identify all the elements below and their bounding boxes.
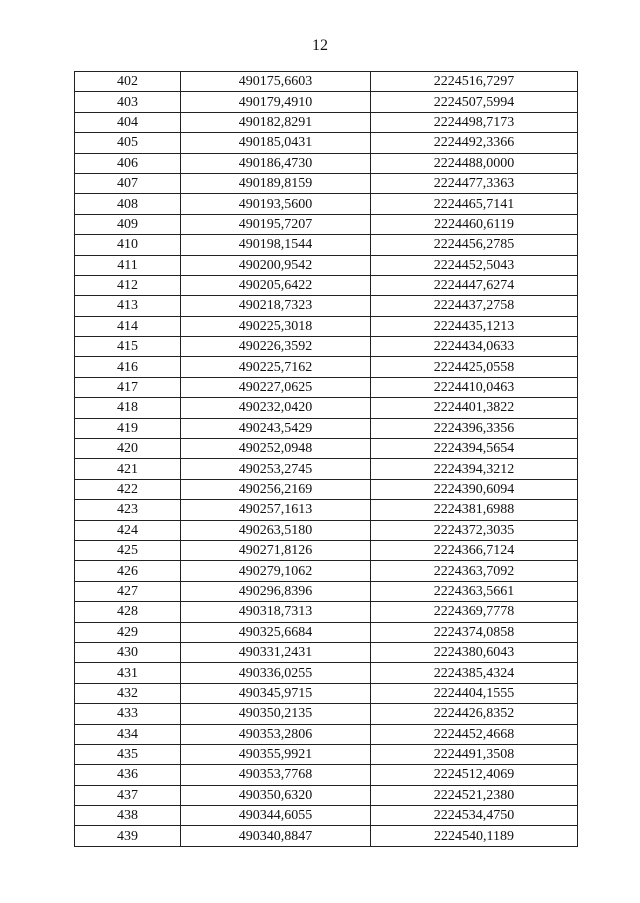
y-coordinate-cell: 2224488,0000 <box>371 153 578 173</box>
table-row <box>75 72 578 92</box>
table-row <box>75 602 578 622</box>
x-coordinate-cell: 490345,9715 <box>181 683 371 703</box>
x-coordinate-cell: 490355,9921 <box>181 744 371 764</box>
table-row <box>75 357 578 377</box>
x-coordinate-cell: 490227,0625 <box>181 377 371 397</box>
point-number-cell: 433 <box>75 704 181 724</box>
x-coordinate-cell: 490271,8126 <box>181 540 371 560</box>
table-row <box>75 112 578 132</box>
table-row <box>75 92 578 112</box>
y-coordinate-cell: 2224452,5043 <box>371 255 578 275</box>
point-number-cell: 437 <box>75 785 181 805</box>
y-coordinate-cell: 2224447,6274 <box>371 275 578 295</box>
point-number-cell: 410 <box>75 235 181 255</box>
point-number-cell: 416 <box>75 357 181 377</box>
x-coordinate-cell: 490182,8291 <box>181 112 371 132</box>
y-coordinate-cell: 2224374,0858 <box>371 622 578 642</box>
y-coordinate-cell: 2224465,7141 <box>371 194 578 214</box>
x-coordinate-cell: 490257,1613 <box>181 500 371 520</box>
x-coordinate-cell: 490205,6422 <box>181 275 371 295</box>
page-number: 12 <box>312 37 328 54</box>
table-row <box>75 704 578 724</box>
y-coordinate-cell: 2224396,3356 <box>371 418 578 438</box>
table-row <box>75 683 578 703</box>
x-coordinate-cell: 490226,3592 <box>181 337 371 357</box>
y-coordinate-cell: 2224380,6043 <box>371 642 578 662</box>
x-coordinate-cell: 490253,2745 <box>181 459 371 479</box>
point-number-cell: 415 <box>75 337 181 357</box>
point-number-cell: 403 <box>75 92 181 112</box>
y-coordinate-cell: 2224477,3363 <box>371 173 578 193</box>
point-number-cell: 432 <box>75 683 181 703</box>
table-row <box>75 806 578 826</box>
table-row <box>75 520 578 540</box>
y-coordinate-cell: 2224381,6988 <box>371 500 578 520</box>
x-coordinate-cell: 490175,6603 <box>181 72 371 92</box>
x-coordinate-cell: 490200,9542 <box>181 255 371 275</box>
x-coordinate-cell: 490353,7768 <box>181 765 371 785</box>
x-coordinate-cell: 490318,7313 <box>181 602 371 622</box>
table-row <box>75 173 578 193</box>
y-coordinate-cell: 2224512,4069 <box>371 765 578 785</box>
table-row <box>75 540 578 560</box>
x-coordinate-cell: 490193,5600 <box>181 194 371 214</box>
table-row <box>75 296 578 316</box>
table-row <box>75 826 578 846</box>
y-coordinate-cell: 2224540,1189 <box>371 826 578 846</box>
point-number-cell: 438 <box>75 806 181 826</box>
coordinates-table <box>74 71 578 847</box>
y-coordinate-cell: 2224460,6119 <box>371 214 578 234</box>
table-row <box>75 214 578 234</box>
y-coordinate-cell: 2224410,0463 <box>371 377 578 397</box>
x-coordinate-cell: 490340,8847 <box>181 826 371 846</box>
x-coordinate-cell: 490263,5180 <box>181 520 371 540</box>
x-coordinate-cell: 490179,4910 <box>181 92 371 112</box>
y-coordinate-cell: 2224498,7173 <box>371 112 578 132</box>
y-coordinate-cell: 2224534,4750 <box>371 806 578 826</box>
point-number-cell: 426 <box>75 561 181 581</box>
table-row <box>75 663 578 683</box>
point-number-cell: 421 <box>75 459 181 479</box>
x-coordinate-cell: 490325,6684 <box>181 622 371 642</box>
point-number-cell: 406 <box>75 153 181 173</box>
y-coordinate-cell: 2224394,5654 <box>371 439 578 459</box>
point-number-cell: 423 <box>75 500 181 520</box>
point-number-cell: 435 <box>75 744 181 764</box>
point-number-cell: 414 <box>75 316 181 336</box>
y-coordinate-cell: 2224366,7124 <box>371 540 578 560</box>
table-row <box>75 153 578 173</box>
x-coordinate-cell: 490198,1544 <box>181 235 371 255</box>
x-coordinate-cell: 490336,0255 <box>181 663 371 683</box>
point-number-cell: 425 <box>75 540 181 560</box>
y-coordinate-cell: 2224363,5661 <box>371 581 578 601</box>
y-coordinate-cell: 2224492,3366 <box>371 133 578 153</box>
point-number-cell: 428 <box>75 602 181 622</box>
y-coordinate-cell: 2224372,3035 <box>371 520 578 540</box>
point-number-cell: 411 <box>75 255 181 275</box>
table-row <box>75 235 578 255</box>
table-row <box>75 398 578 418</box>
point-number-cell: 422 <box>75 479 181 499</box>
point-number-cell: 412 <box>75 275 181 295</box>
point-number-cell: 404 <box>75 112 181 132</box>
x-coordinate-cell: 490218,7323 <box>181 296 371 316</box>
point-number-cell: 420 <box>75 439 181 459</box>
y-coordinate-cell: 2224507,5994 <box>371 92 578 112</box>
point-number-cell: 439 <box>75 826 181 846</box>
y-coordinate-cell: 2224456,2785 <box>371 235 578 255</box>
table-row <box>75 581 578 601</box>
table-row <box>75 377 578 397</box>
table-row <box>75 316 578 336</box>
table-row <box>75 275 578 295</box>
point-number-cell: 402 <box>75 72 181 92</box>
x-coordinate-cell: 490185,0431 <box>181 133 371 153</box>
point-number-cell: 427 <box>75 581 181 601</box>
x-coordinate-cell: 490225,7162 <box>181 357 371 377</box>
table-row <box>75 133 578 153</box>
y-coordinate-cell: 2224404,1555 <box>371 683 578 703</box>
y-coordinate-cell: 2224369,7778 <box>371 602 578 622</box>
x-coordinate-cell: 490279,1062 <box>181 561 371 581</box>
y-coordinate-cell: 2224385,4324 <box>371 663 578 683</box>
y-coordinate-cell: 2224425,0558 <box>371 357 578 377</box>
y-coordinate-cell: 2224437,2758 <box>371 296 578 316</box>
table-row <box>75 500 578 520</box>
x-coordinate-cell: 490243,5429 <box>181 418 371 438</box>
x-coordinate-cell: 490225,3018 <box>181 316 371 336</box>
y-coordinate-cell: 2224394,3212 <box>371 459 578 479</box>
x-coordinate-cell: 490296,8396 <box>181 581 371 601</box>
x-coordinate-cell: 490256,2169 <box>181 479 371 499</box>
point-number-cell: 436 <box>75 765 181 785</box>
y-coordinate-cell: 2224426,8352 <box>371 704 578 724</box>
y-coordinate-cell: 2224390,6094 <box>371 479 578 499</box>
table-row <box>75 194 578 214</box>
y-coordinate-cell: 2224401,3822 <box>371 398 578 418</box>
point-number-cell: 409 <box>75 214 181 234</box>
table-row <box>75 255 578 275</box>
x-coordinate-cell: 490252,0948 <box>181 439 371 459</box>
point-number-cell: 431 <box>75 663 181 683</box>
y-coordinate-cell: 2224435,1213 <box>371 316 578 336</box>
point-number-cell: 430 <box>75 642 181 662</box>
table-row <box>75 439 578 459</box>
y-coordinate-cell: 2224434,0633 <box>371 337 578 357</box>
table-row <box>75 337 578 357</box>
point-number-cell: 434 <box>75 724 181 744</box>
table-row <box>75 459 578 479</box>
table-row <box>75 724 578 744</box>
x-coordinate-cell: 490189,8159 <box>181 173 371 193</box>
y-coordinate-cell: 2224521,2380 <box>371 785 578 805</box>
table-row <box>75 744 578 764</box>
table-row <box>75 642 578 662</box>
x-coordinate-cell: 490350,6320 <box>181 785 371 805</box>
point-number-cell: 413 <box>75 296 181 316</box>
coordinates-table-body <box>75 72 578 847</box>
table-row <box>75 622 578 642</box>
point-number-cell: 408 <box>75 194 181 214</box>
x-coordinate-cell: 490232,0420 <box>181 398 371 418</box>
point-number-cell: 419 <box>75 418 181 438</box>
x-coordinate-cell: 490344,6055 <box>181 806 371 826</box>
point-number-cell: 407 <box>75 173 181 193</box>
point-number-cell: 429 <box>75 622 181 642</box>
x-coordinate-cell: 490331,2431 <box>181 642 371 662</box>
point-number-cell: 405 <box>75 133 181 153</box>
y-coordinate-cell: 2224516,7297 <box>371 72 578 92</box>
point-number-cell: 418 <box>75 398 181 418</box>
point-number-cell: 417 <box>75 377 181 397</box>
x-coordinate-cell: 490353,2806 <box>181 724 371 744</box>
table-row <box>75 785 578 805</box>
y-coordinate-cell: 2224452,4668 <box>371 724 578 744</box>
table-row <box>75 561 578 581</box>
x-coordinate-cell: 490186,4730 <box>181 153 371 173</box>
x-coordinate-cell: 490195,7207 <box>181 214 371 234</box>
table-row <box>75 765 578 785</box>
y-coordinate-cell: 2224363,7092 <box>371 561 578 581</box>
x-coordinate-cell: 490350,2135 <box>181 704 371 724</box>
table-row <box>75 418 578 438</box>
point-number-cell: 424 <box>75 520 181 540</box>
table-row <box>75 479 578 499</box>
y-coordinate-cell: 2224491,3508 <box>371 744 578 764</box>
